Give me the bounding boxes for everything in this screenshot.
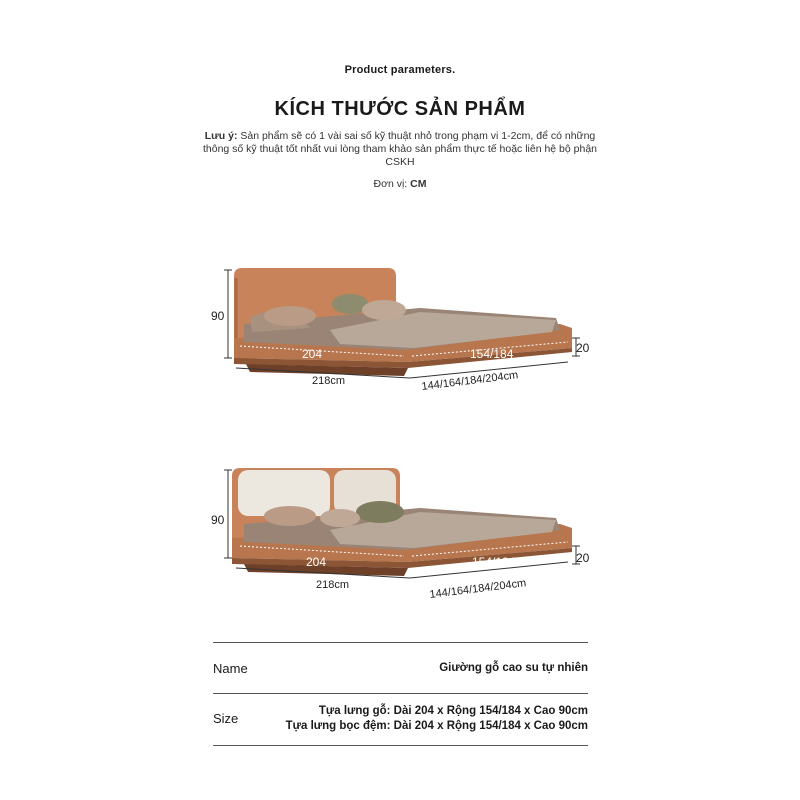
dim-length-side: 204 <box>302 347 323 361</box>
unit-value: CM <box>410 178 427 190</box>
dim-width-options: 144/164/184/204cm <box>420 369 519 393</box>
size-line-wood: Tựa lưng gỗ: Dài 204 x Rộng 154/184 x Cao 90cm <box>318 705 588 717</box>
unit-label: Đơn vị: <box>373 178 411 190</box>
size-line-cushion: Tựa lưng bọc đệm: Dài 204 x Rộng 154/184 x Cao 90cm <box>285 720 588 732</box>
name-label: Name <box>213 661 248 676</box>
dim-length-side: 204 <box>306 555 327 569</box>
bed-cushion-diagram <box>0 458 800 608</box>
dim-base-height: 20 <box>576 551 590 565</box>
pillow-green <box>356 501 404 523</box>
size-label: Size <box>213 711 239 726</box>
dim-base-height: 20 <box>576 341 590 355</box>
unit-line <box>0 178 800 190</box>
name-value: Giường gỗ cao su tự nhiên <box>439 662 588 674</box>
dim-width-end: 154/184 <box>470 347 514 361</box>
size-values <box>286 704 588 734</box>
note-label: Lưu ý: <box>204 130 238 142</box>
dim-width-end: 154/184 <box>472 555 516 569</box>
section-eyebrow: Product parameters. <box>344 64 456 76</box>
table-rule-middle <box>213 693 588 694</box>
dim-total-length: 218cm <box>316 579 350 591</box>
page-title: KÍCH THƯỚC SẢN PHẨM <box>274 98 526 120</box>
dim-height: 90 <box>211 513 225 527</box>
dim-total-length: 218cm <box>312 375 346 387</box>
table-rule-top <box>213 642 588 643</box>
note-text: Sản phẩm sẽ có 1 vài sai số kỹ thuật nhỏ trong phạm vi 1-2cm, để có những thông số kỹ thuật tốt nhất vui lòng tham khảo sản phẩm thực tế hoặc liên hệ bộ phận CSKH <box>202 130 598 168</box>
disclaimer-note <box>200 130 600 169</box>
table-rule-bottom <box>213 745 588 746</box>
dim-width-options: 144/164/184/204cm <box>428 577 527 601</box>
bed-wood-diagram <box>0 258 800 408</box>
dim-height: 90 <box>211 309 225 323</box>
